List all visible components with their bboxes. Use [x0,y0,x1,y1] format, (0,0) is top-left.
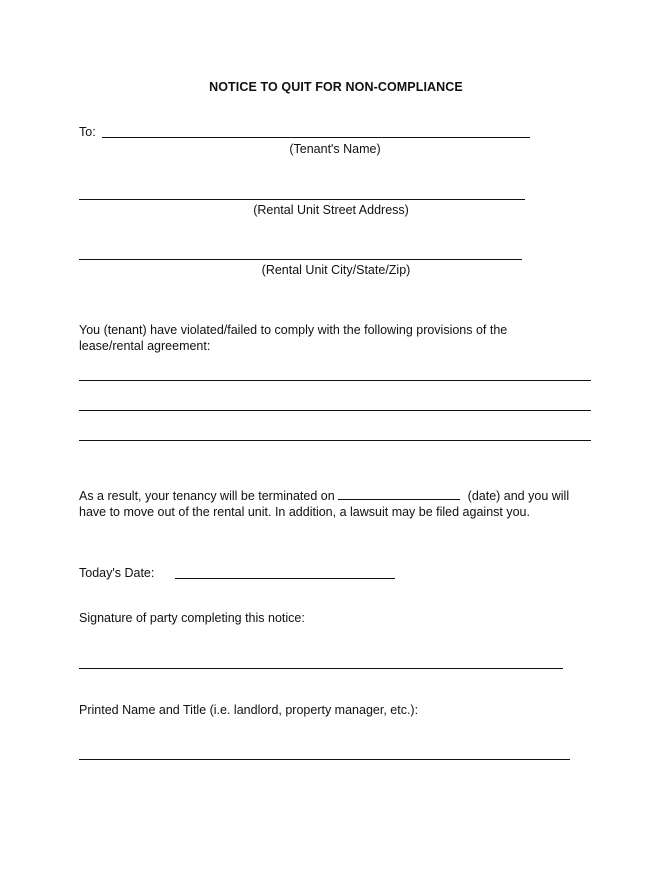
street-address-field[interactable] [79,199,525,200]
provision-line-3[interactable] [79,440,591,441]
signature-field[interactable] [79,668,563,669]
city-state-zip-caption: (Rental Unit City/State/Zip) [261,263,411,277]
result-paragraph [79,488,599,520]
provision-line-1[interactable] [79,380,591,381]
city-state-zip-field[interactable] [79,259,522,260]
todays-date-label: Today's Date: [79,566,155,580]
todays-date-field[interactable] [175,578,395,579]
to-label: To: [79,125,96,139]
printed-name-field[interactable] [79,759,570,760]
result-text-after: (date) and you will have to move out of the rental unit. In addition, a lawsuit may be filed against you. [79,489,570,519]
page-title: NOTICE TO QUIT FOR NON-COMPLIANCE [209,80,463,94]
provision-line-2[interactable] [79,410,591,411]
printed-name-label: Printed Name and Title (i.e. landlord, property manager, etc.): [79,703,419,717]
termination-date-field[interactable] [338,488,460,500]
tenant-name-field[interactable] [102,137,530,138]
violation-paragraph: You (tenant) have violated/failed to comply with the following provisions of the lease/rental agreement: [79,323,508,353]
result-text-before: As a result, your tenancy will be terminated on [79,489,335,503]
street-address-caption: (Rental Unit Street Address) [253,203,409,217]
tenant-name-caption: (Tenant's Name) [289,142,381,156]
signature-label: Signature of party completing this notice: [79,611,305,625]
